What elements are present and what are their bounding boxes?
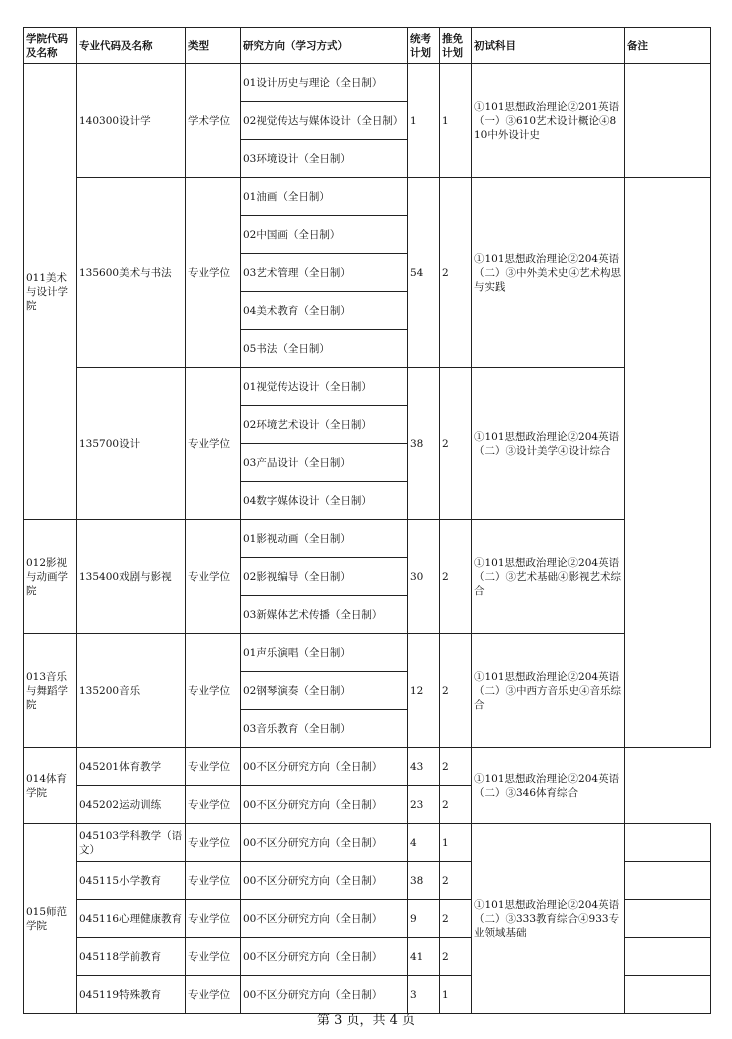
exempt-plan-cell: 2 <box>440 178 472 368</box>
header-exempt-plan: 推免计划 <box>440 28 472 64</box>
direction-cell: 03环境设计（全日制） <box>241 140 408 178</box>
type-cell: 专业学位 <box>186 634 241 748</box>
exam-plan-cell: 41 <box>408 938 440 976</box>
enrollment-table <box>23 27 711 1014</box>
remarks-cell <box>625 938 711 976</box>
header-row <box>24 28 711 64</box>
direction-cell: 05书法（全日制） <box>241 330 408 368</box>
type-cell: 专业学位 <box>186 368 241 520</box>
exam-plan-cell: 54 <box>408 178 440 368</box>
exempt-plan-cell: 2 <box>440 368 472 520</box>
type-cell: 专业学位 <box>186 976 241 1014</box>
exam-plan-cell: 9 <box>408 900 440 938</box>
college-cell: 012影视与动画学院 <box>24 520 77 634</box>
table-row <box>24 520 711 558</box>
remarks-cell <box>625 976 711 1014</box>
exempt-plan-cell: 1 <box>440 976 472 1014</box>
subjects-cell: ①101思想政治理论②204英语（二）③中外美术史④艺术构思与实践 <box>472 178 625 368</box>
type-cell: 学术学位 <box>186 64 241 178</box>
exam-plan-cell: 38 <box>408 862 440 900</box>
header-type: 类型 <box>186 28 241 64</box>
direction-cell: 01视觉传达设计（全日制） <box>241 368 408 406</box>
exempt-plan-cell: 1 <box>440 824 472 862</box>
type-cell: 专业学位 <box>186 900 241 938</box>
major-cell: 045103学科教学（语文） <box>77 824 186 862</box>
direction-cell: 04数字媒体设计（全日制） <box>241 482 408 520</box>
major-cell: 045115小学教育 <box>77 862 186 900</box>
exempt-plan-cell: 2 <box>440 938 472 976</box>
type-cell: 专业学位 <box>186 178 241 368</box>
table-row <box>24 824 711 862</box>
exam-plan-cell: 30 <box>408 520 440 634</box>
header-direction: 研究方向（学习方式） <box>241 28 408 64</box>
exempt-plan-cell: 1 <box>440 64 472 178</box>
exam-plan-cell: 43 <box>408 748 440 786</box>
header-college: 学院代码及名称 <box>24 28 77 64</box>
type-cell: 专业学位 <box>186 786 241 824</box>
major-cell: 135700设计 <box>77 368 186 520</box>
exempt-plan-cell: 2 <box>440 862 472 900</box>
table-row <box>24 368 711 406</box>
major-cell: 135600美术与书法 <box>77 178 186 368</box>
exempt-plan-cell: 2 <box>440 786 472 824</box>
subjects-cell: ①101思想政治理论②204英语（二）③设计美学④设计综合 <box>472 368 625 520</box>
exam-plan-cell: 4 <box>408 824 440 862</box>
direction-cell: 04美术教育（全日制） <box>241 292 408 330</box>
major-cell: 045202运动训练 <box>77 786 186 824</box>
college-cell: 013音乐与舞蹈学院 <box>24 634 77 748</box>
direction-cell: 03产品设计（全日制） <box>241 444 408 482</box>
exempt-plan-cell: 2 <box>440 748 472 786</box>
direction-cell: 00不区分研究方向（全日制） <box>241 824 408 862</box>
remarks-cell <box>625 824 711 862</box>
direction-cell: 02环境艺术设计（全日制） <box>241 406 408 444</box>
direction-cell: 03音乐教育（全日制） <box>241 710 408 748</box>
remarks-cell <box>625 178 711 748</box>
table-row <box>24 178 711 216</box>
table-row <box>24 748 711 786</box>
type-cell: 专业学位 <box>186 824 241 862</box>
major-cell: 135400戏剧与影视 <box>77 520 186 634</box>
subjects-cell: ①101思想政治理论②204英语（二）③346体育综合 <box>472 748 625 824</box>
direction-cell: 00不区分研究方向（全日制） <box>241 976 408 1014</box>
direction-cell: 03新媒体艺术传播（全日制） <box>241 596 408 634</box>
exempt-plan-cell: 2 <box>440 634 472 748</box>
type-cell: 专业学位 <box>186 862 241 900</box>
subjects-cell: ①101思想政治理论②204英语（二）③333教育综合④933专业领域基础 <box>472 824 625 1014</box>
direction-cell: 00不区分研究方向（全日制） <box>241 938 408 976</box>
college-cell: 015师范学院 <box>24 824 77 1014</box>
major-cell: 045116心理健康教育 <box>77 900 186 938</box>
exempt-plan-cell: 2 <box>440 520 472 634</box>
header-exam-plan: 统考计划 <box>408 28 440 64</box>
remarks-cell <box>625 64 711 178</box>
major-cell: 135200音乐 <box>77 634 186 748</box>
college-cell: 011美术与设计学院 <box>24 64 77 520</box>
direction-cell: 02中国画（全日制） <box>241 216 408 254</box>
college-cell: 014体育学院 <box>24 748 77 824</box>
direction-cell: 03艺术管理（全日制） <box>241 254 408 292</box>
direction-cell: 01声乐演唱（全日制） <box>241 634 408 672</box>
exam-plan-cell: 38 <box>408 368 440 520</box>
table-row <box>24 634 711 672</box>
header-major: 专业代码及名称 <box>77 28 186 64</box>
direction-cell: 00不区分研究方向（全日制） <box>241 900 408 938</box>
exam-plan-cell: 1 <box>408 64 440 178</box>
type-cell: 专业学位 <box>186 938 241 976</box>
page-footer: 第 3 页，共 4 页 <box>316 1013 416 1028</box>
table-row <box>24 64 711 102</box>
exempt-plan-cell: 2 <box>440 900 472 938</box>
major-cell: 140300设计学 <box>77 64 186 178</box>
major-cell: 045118学前教育 <box>77 938 186 976</box>
remarks-cell <box>625 900 711 938</box>
direction-cell: 00不区分研究方向（全日制） <box>241 786 408 824</box>
direction-cell: 01影视动画（全日制） <box>241 520 408 558</box>
direction-cell: 01油画（全日制） <box>241 178 408 216</box>
direction-cell: 02影视编导（全日制） <box>241 558 408 596</box>
subjects-cell: ①101思想政治理论②204英语（二）③中西方音乐史④音乐综合 <box>472 634 625 748</box>
subjects-cell: ①101思想政治理论②201英语（一）③610艺术设计概论④810中外设计史 <box>472 64 625 178</box>
exam-plan-cell: 12 <box>408 634 440 748</box>
major-cell: 045119特殊教育 <box>77 976 186 1014</box>
direction-cell: 02视觉传达与媒体设计（全日制） <box>241 102 408 140</box>
direction-cell: 00不区分研究方向（全日制） <box>241 748 408 786</box>
exam-plan-cell: 3 <box>408 976 440 1014</box>
direction-cell: 01设计历史与理论（全日制） <box>241 64 408 102</box>
type-cell: 专业学位 <box>186 748 241 786</box>
remarks-cell <box>625 862 711 900</box>
header-remarks: 备注 <box>625 28 711 64</box>
direction-cell: 00不区分研究方向（全日制） <box>241 862 408 900</box>
major-cell: 045201体育教学 <box>77 748 186 786</box>
header-subjects: 初试科目 <box>472 28 625 64</box>
exam-plan-cell: 23 <box>408 786 440 824</box>
subjects-cell: ①101思想政治理论②204英语（二）③艺术基础④影视艺术综合 <box>472 520 625 634</box>
type-cell: 专业学位 <box>186 520 241 634</box>
direction-cell: 02钢琴演奏（全日制） <box>241 672 408 710</box>
